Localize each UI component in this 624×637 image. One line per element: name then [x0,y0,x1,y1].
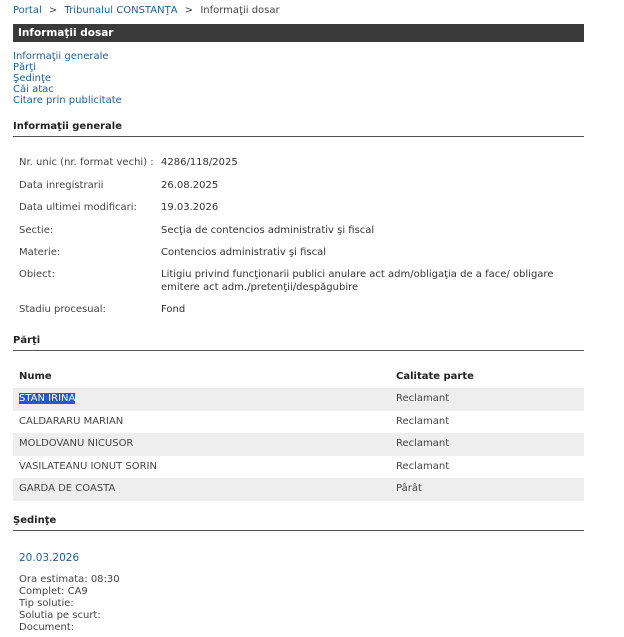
nav-link-parties[interactable]: Părţi [13,62,36,73]
info-label: Obiect: [19,269,55,280]
info-value: 26.08.2025 [161,180,219,191]
party-role: Reclamant [396,415,450,427]
info-value: Secţia de contencios administrativ şi fiscal [161,225,375,236]
page-title: Informaţii dosar [13,24,584,42]
breadcrumb-separator: > [48,5,58,16]
party-name: VASILATEANU IONUT SORIN [19,460,157,472]
party-role: Pârât [396,483,422,494]
section-heading-general: Informaţii generale [13,121,584,137]
info-value: Contencios administrativ şi fiscal [161,247,326,258]
breadcrumb-court-link[interactable]: Tribunalul CONSTANŢA [64,5,178,16]
info-label: Data ultimei modificari: [19,202,137,213]
breadcrumb-portal-link[interactable]: Portal [13,5,42,16]
hearing-solution-summary: Solutia pe scurt: [19,610,101,621]
column-header-name: Nume [19,371,52,382]
breadcrumb-separator: > [184,5,194,16]
parties-table [13,366,584,501]
party-role: Reclamant [396,460,450,472]
table-row [13,388,584,411]
info-value: 4286/118/2025 [161,157,238,168]
nav-link-public-summons[interactable]: Citare prin publicitate [13,95,122,106]
table-row [13,411,584,434]
breadcrumb [13,5,280,16]
party-role: Reclamant [396,438,450,449]
party-name: STAN IRINA [19,393,76,404]
section-nav [13,51,122,106]
info-label: Data inregistrarii [19,180,104,191]
info-value: 19.03.2026 [161,202,219,213]
party-name: CALDARARU MARIAN [19,415,124,427]
info-label: Nr. unic (nr. format vechi) : [19,157,154,168]
nav-link-appeals[interactable]: Căi atac [13,84,54,95]
table-row [13,478,584,501]
info-label: Materie: [19,247,61,258]
hearing-document: Document: [19,622,75,633]
section-heading-parties: Părţi [13,335,584,351]
party-name: GARDA DE COASTA [19,483,116,494]
nav-link-general[interactable]: Informaţii generale [13,51,109,62]
info-label: Sectie: [19,225,54,236]
hearing-details [19,574,120,634]
info-value: Litigiu privind funcţionarii publici anulare act adm/obligaţia de a face/ obligare emitere act adm./pretenţii/despăgubire [161,269,554,293]
party-name: MOLDOVANU NICUSOR [19,438,134,449]
breadcrumb-current: Informaţii dosar [200,5,280,16]
hearing-solution-type: Tip solutie: [19,598,74,609]
hearing-estimated-time: Ora estimata: 08:30 [19,574,120,585]
info-value: Fond [161,304,186,315]
info-label: Stadiu procesual: [19,304,106,315]
table-row [13,456,584,479]
table-header [13,366,584,388]
table-row [13,433,584,456]
hearing-panel: Complet: CA9 [19,586,88,597]
column-header-role: Calitate parte [396,371,474,382]
nav-link-hearings[interactable]: Şedinţe [13,73,52,84]
section-heading-hearings: Şedinţe [13,515,584,531]
hearing-date: 20.03.2026 [19,552,80,564]
party-role: Reclamant [396,393,450,404]
